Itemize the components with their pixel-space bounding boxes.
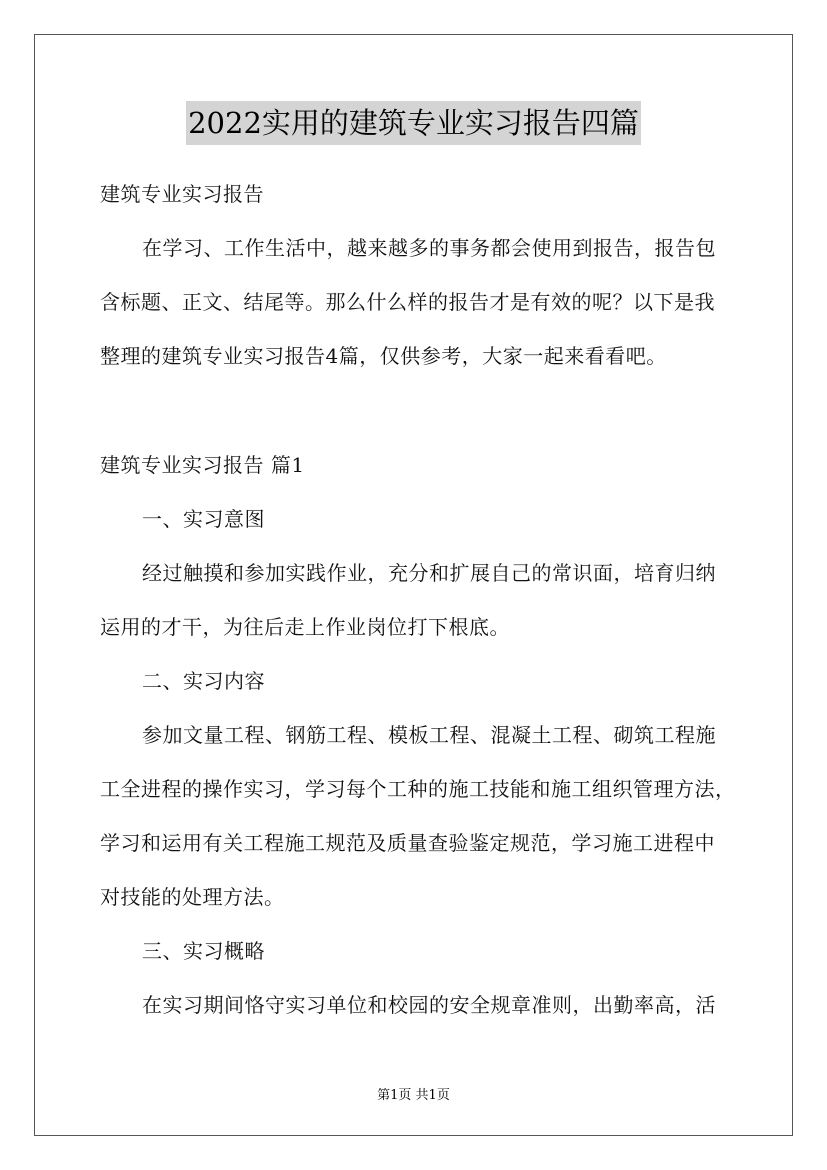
title-wrap xyxy=(0,101,827,145)
paragraph-line: 学习和运用有关工程施工规范及质量查验鉴定规范，学习施工进程中 xyxy=(100,831,715,855)
paragraph-line: 参加文量工程、钢筋工程、模板工程、混凝土工程、砌筑工程施 xyxy=(142,723,716,747)
paragraph-line: 含标题、正文、结尾等。那么什么样的报告才是有效的呢？以下是我 xyxy=(100,290,715,314)
paragraph-line: 在学习、工作生活中，越来越多的事务都会使用到报告，报告包 xyxy=(142,236,716,260)
paragraph-line: 经过触摸和参加实践作业，充分和扩展自己的常识面，培育归纳 xyxy=(142,561,716,585)
subsection-heading: 三、实习概略 xyxy=(142,939,265,963)
paragraph-line: 整理的建筑专业实习报告4篇，仅供参考，大家一起来看看吧。 xyxy=(100,344,667,368)
paragraph-line: 在实习期间恪守实习单位和校园的安全规章准则，出勤率高，活 xyxy=(142,993,716,1017)
document-title: 2022实用的建筑专业实习报告四篇 xyxy=(186,101,641,145)
paragraph-line: 工全进程的操作实习，学习每个工种的施工技能和施工组织管理方法， xyxy=(100,777,736,801)
page-footer: 第1页 共1页 xyxy=(377,1088,450,1103)
paragraph-line: 运用的才干，为往后走上作业岗位打下根底。 xyxy=(100,615,510,639)
subtitle-line: 建筑专业实习报告 xyxy=(100,182,264,206)
subsection-heading: 一、实习意图 xyxy=(142,507,265,531)
subsection-heading: 二、实习内容 xyxy=(142,669,265,693)
section-heading: 建筑专业实习报告 篇1 xyxy=(100,453,305,477)
paragraph-line: 对技能的处理方法。 xyxy=(100,885,285,909)
